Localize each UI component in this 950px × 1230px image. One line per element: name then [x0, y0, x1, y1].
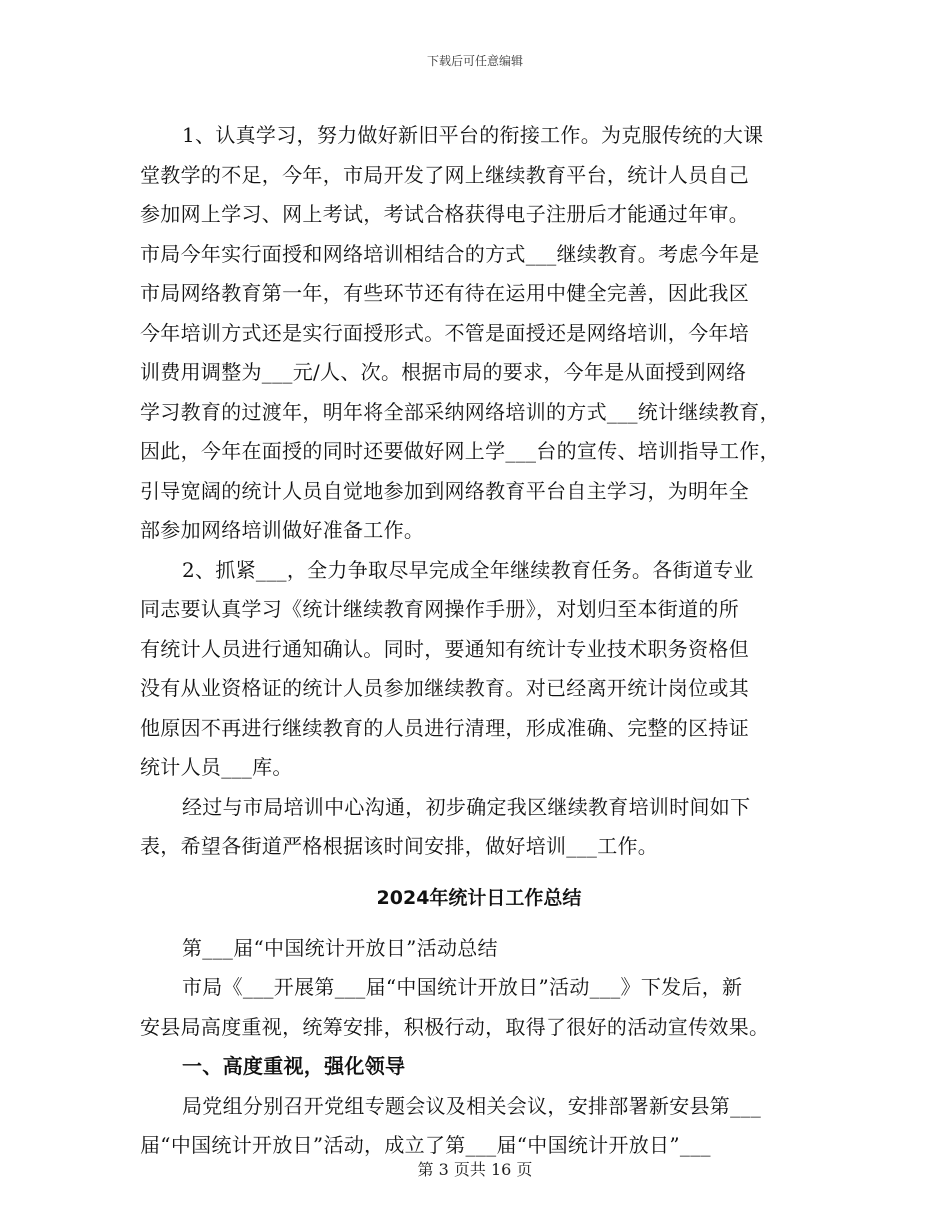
paragraph-line: 市局《___开展第___届“中国统计开放日”活动___》下发后，新: [182, 975, 743, 999]
page-header: 下载后可任意编辑: [426, 54, 523, 68]
paragraph-line: 有统计人员进行通知确认。同时，要通知有统计专业技术职务资格但: [140, 636, 749, 661]
paragraph-line: 表，希望各街道严格根据该时间安排，做好培训___工作。: [140, 834, 659, 858]
paragraph-line: 学习教育的过渡年，明年将全部采纳网络培训的方式___统计继续教育，: [140, 399, 780, 424]
paragraph-line: 届“中国统计开放日”活动，成立了第___届“中国统计开放日”___: [140, 1133, 711, 1157]
paragraph-line: 2、抓紧___，全力争取尽早完成全年继续教育任务。各街道专业: [182, 557, 754, 582]
paragraph-line: 局党组分别召开党组专题会议及相关会议，安排部署新安县第___: [182, 1093, 761, 1118]
paragraph-line: 今年培训方式还是实行面授形式。不管是面授还是网络培训，今年培: [140, 320, 749, 345]
paragraph-line: 第___届“中国统计开放日”活动总结: [182, 935, 498, 960]
paragraph-line: 同志要认真学习《统计继续教育网操作手册》，对划归至本街道的所: [140, 597, 739, 621]
paragraph-line: 因此，今年在面授的同时还要做好网上学___台的宣传、培训指导工作，: [140, 439, 780, 463]
paragraph-line: 市局网络教育第一年，有些环节还有待在运用中健全完善，因此我区: [140, 281, 749, 305]
paragraph-line: 堂教学的不足，今年，市局开发了网上继续教育平台，统计人员自己: [140, 162, 749, 187]
section-title: 2024年统计日工作总结: [376, 886, 582, 909]
document-body: [140, 116, 818, 1166]
paragraph-line: 训费用调整为___元/人、次。根据市局的要求，今年是从面授到网络: [140, 360, 747, 384]
paragraph-line: 部参加网络培训做好准备工作。: [140, 518, 425, 542]
paragraph-line: 1、认真学习，努力做好新旧平台的衔接工作。为克服传统的大课: [182, 123, 764, 147]
paragraph-line: 市局今年实行面授和网络培训相结合的方式___继续教育。考虑今年是: [140, 241, 760, 266]
paragraph-line: 统计人员___库。: [140, 755, 293, 779]
paragraph-line: 引导宽阔的统计人员自觉地参加到网络教育平台自主学习，为明年全: [140, 478, 749, 503]
page-number: 第 3 页共 16 页: [417, 1160, 533, 1179]
paragraph-line: 安县局高度重视，统筹安排，积极行动，取得了很好的活动宣传效果。: [140, 1014, 770, 1039]
paragraph-line: 经过与市局培训中心沟通，初步确定我区继续教育培训时间如下: [182, 794, 751, 819]
paragraph-line: 他原因不再进行继续教育的人员进行清理，形成准确、完整的区持证: [140, 715, 749, 740]
section-heading: 一、高度重视，强化领导: [182, 1054, 406, 1078]
paragraph-line: 参加网上学习、网上考试，考试合格获得电子注册后才能通过年审。: [140, 202, 749, 226]
paragraph-line: 没有从业资格证的统计人员参加继续教育。对已经离开统计岗位或其: [140, 676, 749, 700]
